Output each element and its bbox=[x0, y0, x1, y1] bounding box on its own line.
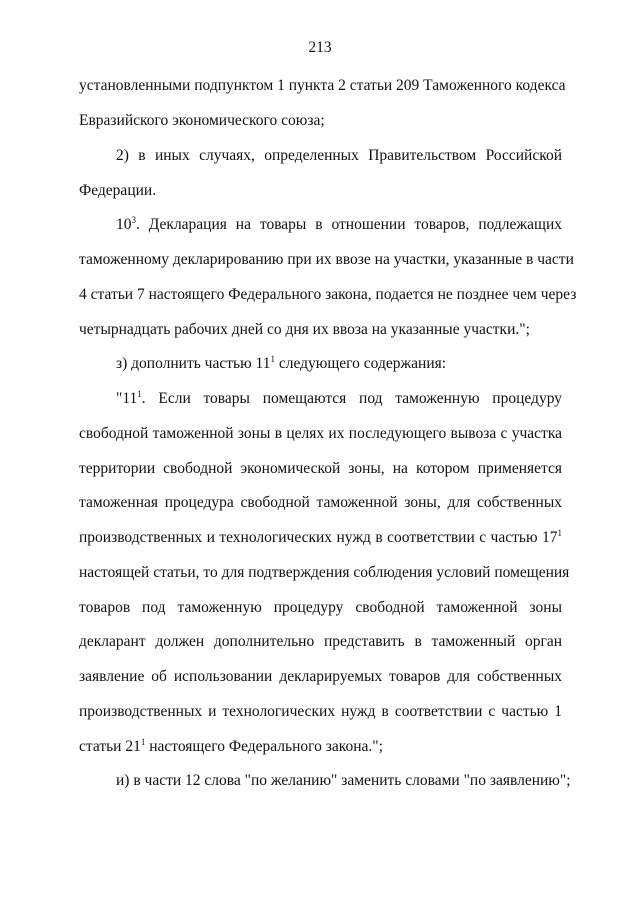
superscript: 1 bbox=[557, 528, 562, 538]
text-line bbox=[79, 494, 562, 512]
line-text: территории свободной экономической зоны, на котором применяется bbox=[79, 460, 562, 477]
superscript: 1 bbox=[140, 737, 146, 747]
line-text: товаров под таможенную процедуру свободной таможенной зоны bbox=[79, 599, 562, 616]
text-line bbox=[79, 703, 562, 721]
line-text: 2) в иных случаях, определенных Правительством Российской bbox=[116, 147, 562, 164]
text-line bbox=[79, 321, 562, 339]
line-text: "11 bbox=[116, 390, 138, 407]
line-text: свободной таможенной зоны в целях их последующего вывоза с участка bbox=[79, 425, 562, 442]
line-text: заявление об использовании декларируемых товаров для собственных bbox=[79, 668, 562, 685]
line-text-continued: следующего содержания: bbox=[274, 355, 447, 372]
line-text: установленными подпунктом 1 пункта 2 статьи 209 Таможенного кодекса bbox=[79, 77, 566, 94]
line-text: 4 статьи 7 настоящего Федерального закона, подается не позднее чем через bbox=[79, 286, 577, 303]
text-line bbox=[116, 355, 562, 373]
text-line bbox=[79, 633, 562, 651]
line-text: настоящей статьи, то для подтверждения соблюдения условий помещения bbox=[79, 564, 570, 581]
text-line bbox=[79, 425, 562, 443]
text-line bbox=[79, 529, 562, 547]
text-line bbox=[79, 286, 577, 304]
superscript: 3 bbox=[131, 215, 136, 225]
text-line bbox=[79, 77, 566, 95]
text-line bbox=[116, 772, 571, 790]
text-line bbox=[79, 460, 562, 478]
line-text: декларант должен дополнительно представить в таможенный орган bbox=[79, 633, 562, 650]
line-text: Евразийского экономического союза; bbox=[79, 112, 325, 129]
line-text: таможенному декларированию при их ввозе на участки, указанные в части bbox=[79, 251, 574, 268]
line-text: таможенная процедура свободной таможенной зоны, для собственных bbox=[79, 494, 562, 511]
superscript: 1 bbox=[137, 389, 142, 399]
superscript: 1 bbox=[270, 354, 275, 364]
text-line bbox=[116, 147, 562, 165]
text-line bbox=[79, 738, 562, 756]
line-text-continued: . Декларация на товары в отношении товаров, подлежащих bbox=[136, 216, 562, 233]
text-line bbox=[79, 112, 562, 130]
page-number: 213 bbox=[308, 39, 332, 56]
text-line bbox=[116, 390, 562, 408]
text-line bbox=[79, 599, 562, 617]
line-text-continued: . Если товары помещаются под таможенную процедуру bbox=[141, 390, 562, 407]
line-text: 10 bbox=[116, 216, 132, 233]
text-line bbox=[79, 182, 562, 200]
line-text: и) в части 12 слова "по желанию" заменить словами "по заявлению"; bbox=[116, 772, 571, 789]
line-text: статьи 21 bbox=[79, 738, 141, 755]
text-line bbox=[79, 668, 562, 686]
text-line bbox=[116, 216, 562, 234]
line-text: Федерации. bbox=[79, 182, 157, 199]
line-text: производственных и технологических нужд в соответствии с частью 17 bbox=[79, 529, 558, 546]
text-line bbox=[79, 251, 574, 269]
text-line bbox=[79, 564, 570, 582]
line-text: четырнадцать рабочих дней со дня их ввоза на указанные участки."; bbox=[79, 321, 530, 338]
line-text-continued: настоящего Федерального закона."; bbox=[145, 738, 383, 755]
line-text: производственных и технологических нужд в соответствии с частью 1 bbox=[79, 703, 562, 720]
line-text: з) дополнить частью 11 bbox=[116, 355, 271, 372]
